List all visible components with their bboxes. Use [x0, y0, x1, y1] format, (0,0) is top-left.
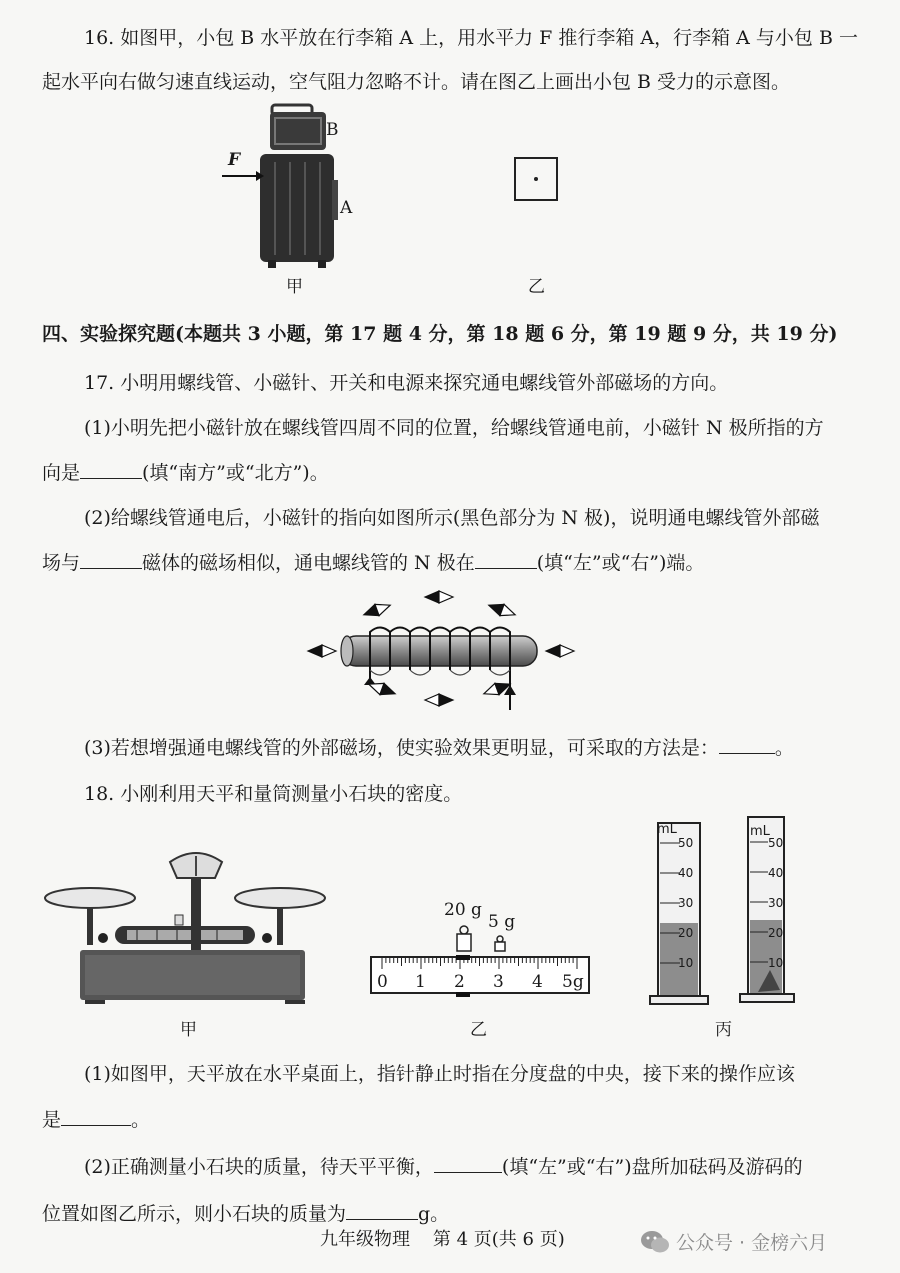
- caption-jia-18: 甲: [180, 1020, 197, 1040]
- scale-tick-label: 1: [415, 972, 426, 992]
- case-a-label: A: [340, 198, 353, 218]
- q17-p3: [84, 735, 794, 760]
- scale-tick-labels: [370, 972, 590, 992]
- cylinder-tick-label: 30: [768, 896, 784, 910]
- cylinder-tick-label: 50: [678, 836, 694, 850]
- answer-blank[interactable]: [475, 550, 537, 569]
- q17-p1b: [42, 460, 329, 485]
- q17-p1a: (1)小明先把小磁针放在螺线管四周不同的位置，给螺线管通电前，小磁针 N 极所指的方: [84, 417, 824, 439]
- caption-yi: 乙: [528, 277, 545, 297]
- q16-line1: 16. 如图甲，小包 B 水平放在行李箱 A 上，用水平力 F 推行李箱 A，行李箱 A 与小包 B 一: [84, 27, 858, 49]
- cylinder-tick-label: 10: [678, 956, 694, 970]
- q18-p1a: (1)如图甲，天平放在水平桌面上，指针静止时指在分度盘的中央，接下来的操作应该: [84, 1063, 795, 1085]
- answer-blank[interactable]: [61, 1107, 131, 1126]
- page-footer: 九年级物理 第 4 页(共 6 页): [320, 1229, 565, 1250]
- cylinder-tick-label: 20: [768, 926, 784, 940]
- q17-p3-pre: (3)若想增强通电螺线管的外部磁场，使实验效果更明显，可采取的方法是：: [84, 737, 719, 759]
- q17-p2b-3: (填“左”或“右”)端。: [536, 552, 705, 574]
- q17-p2b-1: 场与: [42, 552, 81, 574]
- scale-tick-label: 2: [454, 972, 465, 992]
- scale-tick-label: 5g: [562, 972, 584, 992]
- wechat-icon: [640, 1230, 670, 1254]
- cylinder-tick-label: 30: [678, 896, 694, 910]
- cylinder-right-unit: mL: [750, 824, 770, 839]
- q17-p1b-post: (填“南方”或“北方”)。: [142, 462, 329, 484]
- q18-p2a: [84, 1154, 803, 1179]
- cylinder-tick-label: 50: [768, 836, 784, 850]
- q18-p2b-post: g。: [418, 1203, 450, 1225]
- bag-b-dot-box: [514, 157, 558, 201]
- q18-p2b-pre: 位置如图乙所示，则小石块的质量为: [42, 1203, 347, 1225]
- caption-jia: 甲: [286, 277, 303, 297]
- q18-p1b-post: 。: [131, 1109, 151, 1131]
- scale-tick-label: 0: [377, 972, 388, 992]
- q17-stem: 17. 小明用螺线管、小磁针、开关和电源来探究通电螺线管外部磁场的方向。: [84, 372, 729, 394]
- cylinder-tick-label: 20: [678, 926, 694, 940]
- answer-blank[interactable]: [719, 735, 775, 754]
- q17-p3-post: 。: [774, 737, 794, 759]
- q18-p2a-post: (填“左”或“右”)盘所加砝码及游码的: [501, 1156, 803, 1178]
- q18-p2a-pre: (2)正确测量小石块的质量，待天平平衡，: [84, 1156, 434, 1178]
- section-heading: 四、实验探究题(本题共 3 小题，第 17 题 4 分，第 18 题 6 分，第 19 题 9 分，共 19 分): [42, 323, 838, 345]
- caption-bing: 丙: [715, 1020, 732, 1040]
- answer-blank[interactable]: [80, 550, 142, 569]
- solenoid-figure: [302, 585, 572, 720]
- caption-yi-18: 乙: [470, 1020, 487, 1040]
- q16-line2: 起水平向右做匀速直线运动，空气阻力忽略不计。请在图乙上画出小包 B 受力的示意图。: [42, 71, 791, 93]
- q17-p2b: [42, 550, 704, 575]
- q17-p1b-pre: 向是: [42, 462, 81, 484]
- balance-figure: [45, 850, 330, 1005]
- bag-b-label: B: [326, 120, 339, 140]
- answer-blank[interactable]: [80, 460, 142, 479]
- weight-20g-label: 20 g: [444, 900, 482, 920]
- q18-p1b-pre: 是: [42, 1109, 62, 1131]
- cylinder-left-unit: mL: [657, 822, 677, 837]
- scale-tick-label: 4: [532, 972, 543, 992]
- cylinder-tick-label: 40: [768, 866, 784, 880]
- luggage-figure: [220, 100, 360, 275]
- q17-p2a: (2)给螺线管通电后，小磁针的指向如图所示(黑色部分为 N 极)，说明通电螺线管外部磁: [84, 507, 820, 529]
- weight-5g-label: 5 g: [488, 912, 516, 932]
- cylinder-tick-label: 40: [678, 866, 694, 880]
- answer-blank[interactable]: [346, 1201, 418, 1220]
- scale-tick-label: 3: [493, 972, 504, 992]
- weights-icons: [452, 925, 512, 955]
- q18-p1b: [42, 1107, 150, 1132]
- q17-p2b-2: 磁体的磁场相似，通电螺线管的 N 极在: [142, 552, 475, 574]
- q18-p2b: [42, 1201, 449, 1226]
- watermark: 公众号 · 金榜六月: [676, 1232, 828, 1254]
- cylinder-tick-label: 10: [768, 956, 784, 970]
- answer-blank[interactable]: [434, 1154, 502, 1173]
- q18-stem: 18. 小刚利用天平和量筒测量小石块的密度。: [84, 783, 463, 805]
- force-f-label: F: [228, 150, 241, 170]
